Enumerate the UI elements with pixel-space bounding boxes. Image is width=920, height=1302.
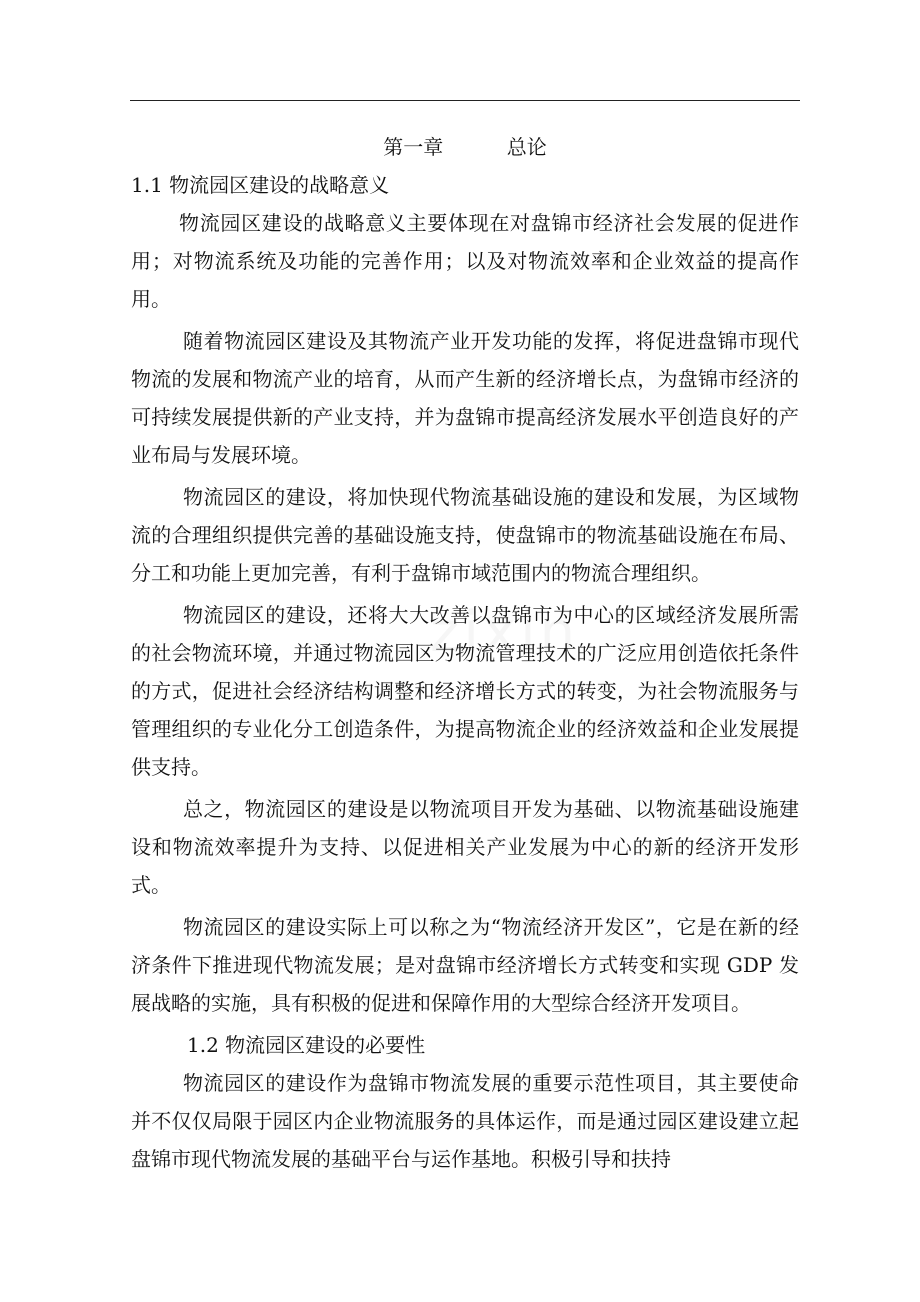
paragraph: 物流园区的建设，还将大大改善以盘锦市为中心的区域经济发展所需的社会物流环境，并通过物流园区为物流管理技术的广泛应用创造依托条件的方式，促进社会经济结构调整和经济增长方式的转变，为社会物流服务与管理组织的专业化分工创造条件，为提高物流企业的经济效益和企业发展提供支持。 (131, 603, 799, 779)
paragraph: 物流园区的建设作为盘锦市物流发展的重要示范性项目，其主要使命并不仅仅局限于园区内企业物流服务的具体运作，而是通过园区建设建立起盘锦市现代物流发展的基础平台与运作基地。积极引导和扶持 (131, 1071, 799, 1171)
paragraph: 随着物流园区建设及其物流产业开发功能的发挥，将促进盘锦市现代物流的发展和物流产业的培育，从而产生新的经济增长点，为盘锦市经济的可持续发展提供新的产业支持，并为盘锦市提高经济发展水平创造良好的产业布局与发展环境。 (131, 329, 799, 467)
document-body (131, 128, 799, 1182)
paragraph: 物流园区建设的战略意义主要体现在对盘锦市经济社会发展的促进作用；对物流系统及功能的完善作用；以及对物流效率和企业效益的提高作用。 (131, 211, 799, 311)
paragraph: 物流园区的建设实际上可以称之为“物流经济开发区”，它是在新的经济条件下推进现代物流发展；是对盘锦市经济增长方式转变和实现 GDP 发展战略的实施，具有积极的促进和保障作用的大型综合经济开发项目。 (131, 915, 799, 1015)
paragraph: 物流园区的建设，将加快现代物流基础设施的建设和发展，为区域物流的合理组织提供完善的基础设施支持，使盘锦市的物流基础设施在布局、分工和功能上更加完善，有利于盘锦市域范围内的物流合理组织。 (131, 485, 799, 585)
section-heading-1-2: 1.2 物流园区建设的必要性 (187, 1033, 426, 1057)
section-heading-1-1: 1.1 物流园区建设的战略意义 (131, 173, 390, 197)
chapter-title: 第一章 总论 (383, 135, 547, 159)
header-rule (130, 100, 800, 101)
paragraph: 总之，物流园区的建设是以物流项目开发为基础、以物流基础设施建设和物流效率提升为支持、以促进相关产业发展为中心的新的经济开发形式。 (131, 797, 799, 897)
